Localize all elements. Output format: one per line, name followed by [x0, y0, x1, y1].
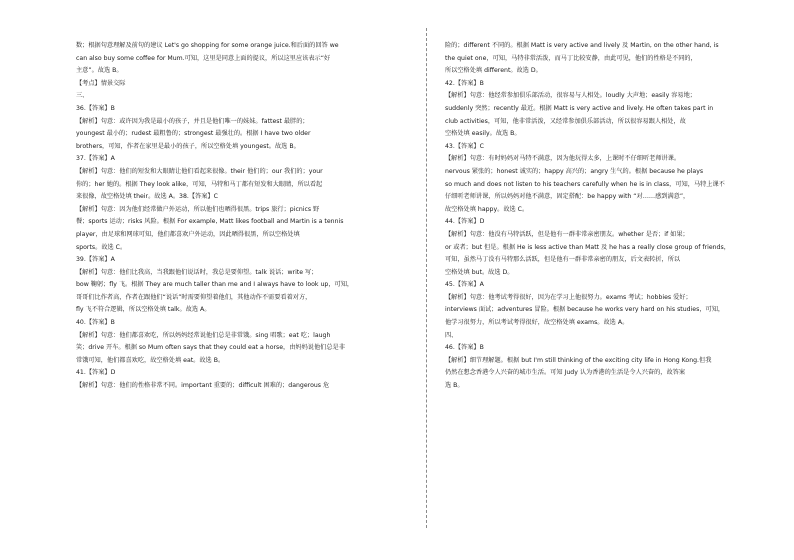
- text-line: 空格处填 but。故选 D。: [445, 268, 514, 276]
- text-line: 【解析】句意：他们都喜欢吃，所以妈妈经常说他们总是非常饿。sing 唱歌；eat 吃；laugh: [76, 331, 331, 339]
- answer-line: 40.【答案】B: [76, 319, 115, 327]
- text-line: 哥哥们比作者高，作者在跟他们“说话”时需要仰望着他们，其他动作不需要看着对方，: [76, 293, 312, 301]
- left-column: [76, 40, 410, 393]
- text-line: nervous 紧张的；honest 诚实的；happy 高兴的；angry 生气的。根据 because he plays: [445, 167, 704, 175]
- text-line: club activities，可知，他非常活泼，又经常参加俱乐部活动，所以很容易跟人相处，故: [445, 117, 686, 125]
- text-line: interviews 面试；adventures 冒险。根据 because he works very hard on his studies，可知，: [445, 306, 725, 314]
- text-line: can also buy some coffee for Mum.可知，这里是同意上面的提议，所以这里应该表示“好: [76, 54, 331, 62]
- text-line: the quiet one，可知，马特非常活泼，而马丁比较安静，由此可见，他们的性格是不同的，: [445, 54, 697, 62]
- text-line: 所以空格处填 different。故选 D。: [445, 67, 542, 75]
- text-line: brothers，可知，作者在家里是最小的孩子，所以空格处填 youngest。故选 B。: [76, 142, 300, 150]
- text-line: 【考点】情景交际: [76, 79, 126, 87]
- text-line: 【解析】句意：他们的性格非常不同。important 重要的；difficult 困难的；dangerous 危: [76, 382, 330, 390]
- right-column: [445, 40, 773, 393]
- text-line: 选 B。: [445, 382, 464, 390]
- text-line: or 或者；but 但是。根据 He is less active than Matt 及 he has a really close group of friends，: [445, 243, 730, 251]
- text-line: 仍然在想念香港令人兴奋的城市生活。可知 Judy 认为香港的生活是令人兴奋的，故答案: [445, 369, 686, 377]
- text-line: fly 飞不符合逻辑，所以空格处填 talk。故选 A。: [76, 306, 211, 314]
- text-line: suddenly 突然；recently 最近。根据 Matt is very active and lively. He often takes part in: [445, 104, 714, 112]
- column-divider: [426, 28, 427, 528]
- answer-line: 41.【答案】D: [76, 369, 116, 377]
- text-line: 【解析】句意：他考试考得很好，因为在学习上他很努力。exams 考试；hobbies 爱好；: [445, 293, 692, 301]
- answer-line: 44.【答案】D: [445, 218, 485, 226]
- text-line: 常饿可知，他们都喜欢吃，故空格处填 eat。故选 B。: [76, 356, 225, 364]
- text-line: 餐；sports 运动；risks 风险。根据 For example, Matt likes football and Martin is a tennis: [76, 218, 344, 226]
- text-line: sports。故选 C。: [76, 243, 127, 251]
- text-line: 【解析】句意：有时妈妈对马特不满意，因为他玩得太多，上课时不仔细听老师讲课。: [445, 155, 681, 163]
- answer-line: 39.【答案】A: [76, 256, 115, 264]
- answer-line: 45.【答案】A: [445, 281, 484, 289]
- text-line: 【解析】句意：因为他们经常做户外运动，所以他们也晒得很黑。trips 旅行；picnics 野: [76, 205, 320, 213]
- answer-line: 37.【答案】A: [76, 155, 115, 163]
- text-line: 险的；different 不同的。根据 Matt is very active and lively 及 Martin, on the other hand, is: [445, 42, 719, 49]
- section-heading: 四、: [445, 331, 458, 339]
- answer-line: 42.【答案】B: [445, 79, 484, 87]
- text-line: so much and does not listen to his teachers carefully when he is in class，可知，马特上课不: [445, 180, 725, 188]
- text-line: 可知，虽然马丁没有马特那么活跃，但是他有一群非常亲密的朋友，后文表转折，所以: [445, 256, 681, 264]
- section-heading: 三、: [76, 92, 89, 100]
- text-line: 【解析】句意：或许因为我是最小的孩子，并且是他们唯一的妹妹。fattest 最胖的；: [76, 117, 309, 125]
- answer-line: 46.【答案】B: [445, 344, 484, 352]
- text-line: 【解析】句意：他们比我高，当我跟他们说话时，我总是要仰望。talk 说话；write 写；: [76, 268, 318, 276]
- text-line: 他学习很努力，所以考试考得很好，故空格处填 exams。故选 A。: [445, 319, 629, 327]
- text-line: 你的；her 她的。根据 They look alike，可知，马特和马丁都有短发和大眼睛，所以看起: [76, 180, 323, 188]
- text-line: 仔细听老师讲课，所以妈妈对他不满意，固定搭配：be happy with “对……感到满意”，: [445, 193, 690, 201]
- text-line: 故空格处填 happy。故选 C。: [445, 205, 529, 213]
- text-line: 【解析】细节理解题。根据 but I'm still thinking of the exciting city life in Hong Kong.但我: [445, 356, 712, 364]
- text-line: 【解析】句意：他没有马特活跃，但是他有一群非常亲密朋友。whether 是否；if 如果；: [445, 230, 689, 238]
- text-line: 来很像，故空格处填 their。故选 A。38.【答案】C: [76, 193, 218, 201]
- answer-line: 43.【答案】C: [445, 142, 484, 150]
- text-line: 空格处填 easily。故选 B。: [445, 130, 521, 138]
- text-line: 【解析】句意：他经常参加俱乐部活动，很容易与人相处。loudly 大声地；easily 容易地；: [445, 92, 696, 100]
- text-line: 主意”。故选 B。: [76, 67, 123, 75]
- text-line: 笑；drive 开车。根据 so Mum often says that they could eat a horse，由妈妈说他们总是非: [76, 344, 345, 352]
- text-line: player，由足球和网球可知，他们都喜欢户外运动，因此晒得很黑，所以空格处填: [76, 230, 300, 238]
- text-line: 数；根据句意理解及前句的建议 Let's go shopping for some orange juice.和后面的回答 we: [76, 42, 339, 49]
- text-line: bow 鞠躬；fly 飞。根据 They are much taller than me and I always have to look up，可知，: [76, 281, 354, 289]
- answer-line: 36.【答案】B: [76, 104, 115, 112]
- text-line: youngest 最小的；rudest 最粗鲁的；strongest 最强壮的。根据 I have two older: [76, 130, 311, 138]
- text-line: 【解析】句意：他们的短发和大眼睛让他们看起来很像。their 他们的；our 我们的；your: [76, 167, 323, 175]
